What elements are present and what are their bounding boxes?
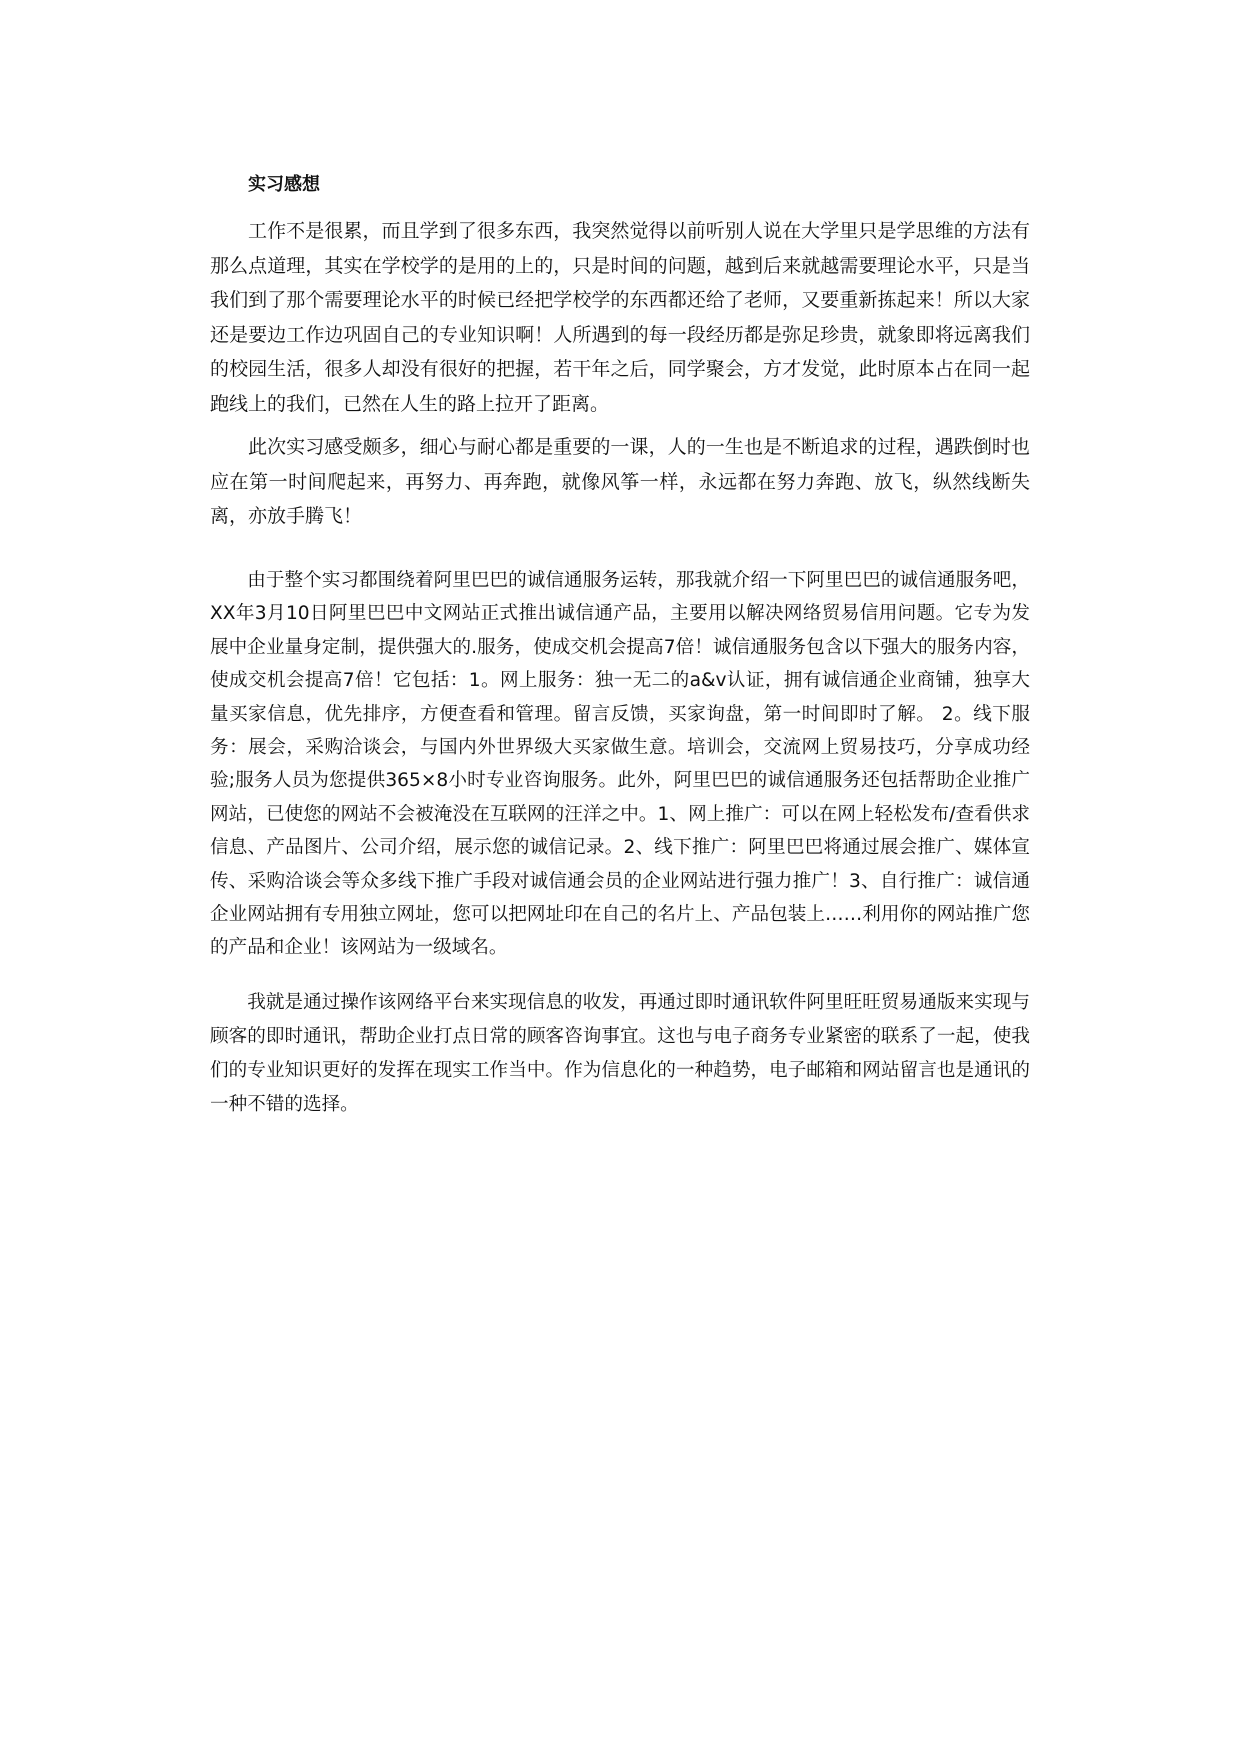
document-heading: 实习感想 [248, 174, 320, 195]
paragraph: 我就是通过操作该网络平台来实现信息的收发，再通过即时通讯软件阿里旺旺贸易通版来实现与顾客的即时通讯，帮助企业打点日常的顾客咨询事宜。这也与电子商务专业紧密的联系了一起，使我们的专业知识更好的发挥在现实工作当中。作为信息化的一种趋势，电子邮箱和网站留言也是通讯的一种不错的选择。 [210, 992, 1030, 1115]
paragraph-block-1 [210, 214, 1030, 421]
paragraph-block-3 [210, 564, 1030, 965]
paragraph: 此次实习感受颇多，细心与耐心都是重要的一课，人的一生也是不断追求的过程，遇跌倒时也应在第一时间爬起来，再努力、再奔跑，就像风筝一样，永远都在努力奔跑、放飞，纵然线断失离，亦放手腾飞！ [210, 436, 1030, 527]
paragraph-block-2 [210, 430, 1030, 534]
paragraph-block-4 [210, 986, 1030, 1122]
paragraph: 由于整个实习都围绕着阿里巴巴的诚信通服务运转，那我就介绍一下阿里巴巴的诚信通服务吧，XX年3月10日阿里巴巴中文网站正式推出诚信通产品，主要用以解决网络贸易信用问题。它专为发展中企业量身定制，提供强大的.服务，使成交机会提高7倍！诚信通服务包含以下强大的服务内容，使成交机会提高7倍！它包括：1。网上服务：独一无二的a&v认证，拥有诚信通企业商铺，独享大量买家信息，优先排序，方便查看和管理。留言反馈，买家询盘，第一时间即时了解。 2。线下服务：展会，采购洽谈会，与国内外世界级大买家做生意。培训会，交流网上贸易技巧，分享成功经验;服务人员为您提供365×8小时专业咨询服务。此外，阿里巴巴的诚信通服务还包括帮助企业推广网站，已使您的网站不会被淹没在互联网的汪洋之中。1、网上推广：可以在网上轻松发布/查看供求信息、产品图片、公司介绍，展示您的诚信记录。2、线下推广：阿里巴巴将通过展会推广、媒体宣传、采购洽谈会等众多线下推广手段对诚信通会员的企业网站进行强力推广！3、自行推广：诚信通企业网站拥有专用独立网址，您可以把网址印在自己的名片上、产品包装上……利用你的网站推广您的产品和企业！该网站为一级域名。 [210, 570, 1030, 959]
paragraph: 工作不是很累，而且学到了很多东西，我突然觉得以前听别人说在大学里只是学思维的方法有那么点道理，其实在学校学的是用的上的，只是时间的问题，越到后来就越需要理论水平，只是当我们到了那个需要理论水平的时候已经把学校学的东西都还给了老师，又要重新拣起来！所以大家还是要边工作边巩固自己的专业知识啊！人所遇到的每一段经历都是弥足珍贵，就象即将远离我们的校园生活，很多人却没有很好的把握，若干年之后，同学聚会，方才发觉，此时原本占在同一起跑线上的我们，已然在人生的路上拉开了距离。 [210, 220, 1030, 415]
